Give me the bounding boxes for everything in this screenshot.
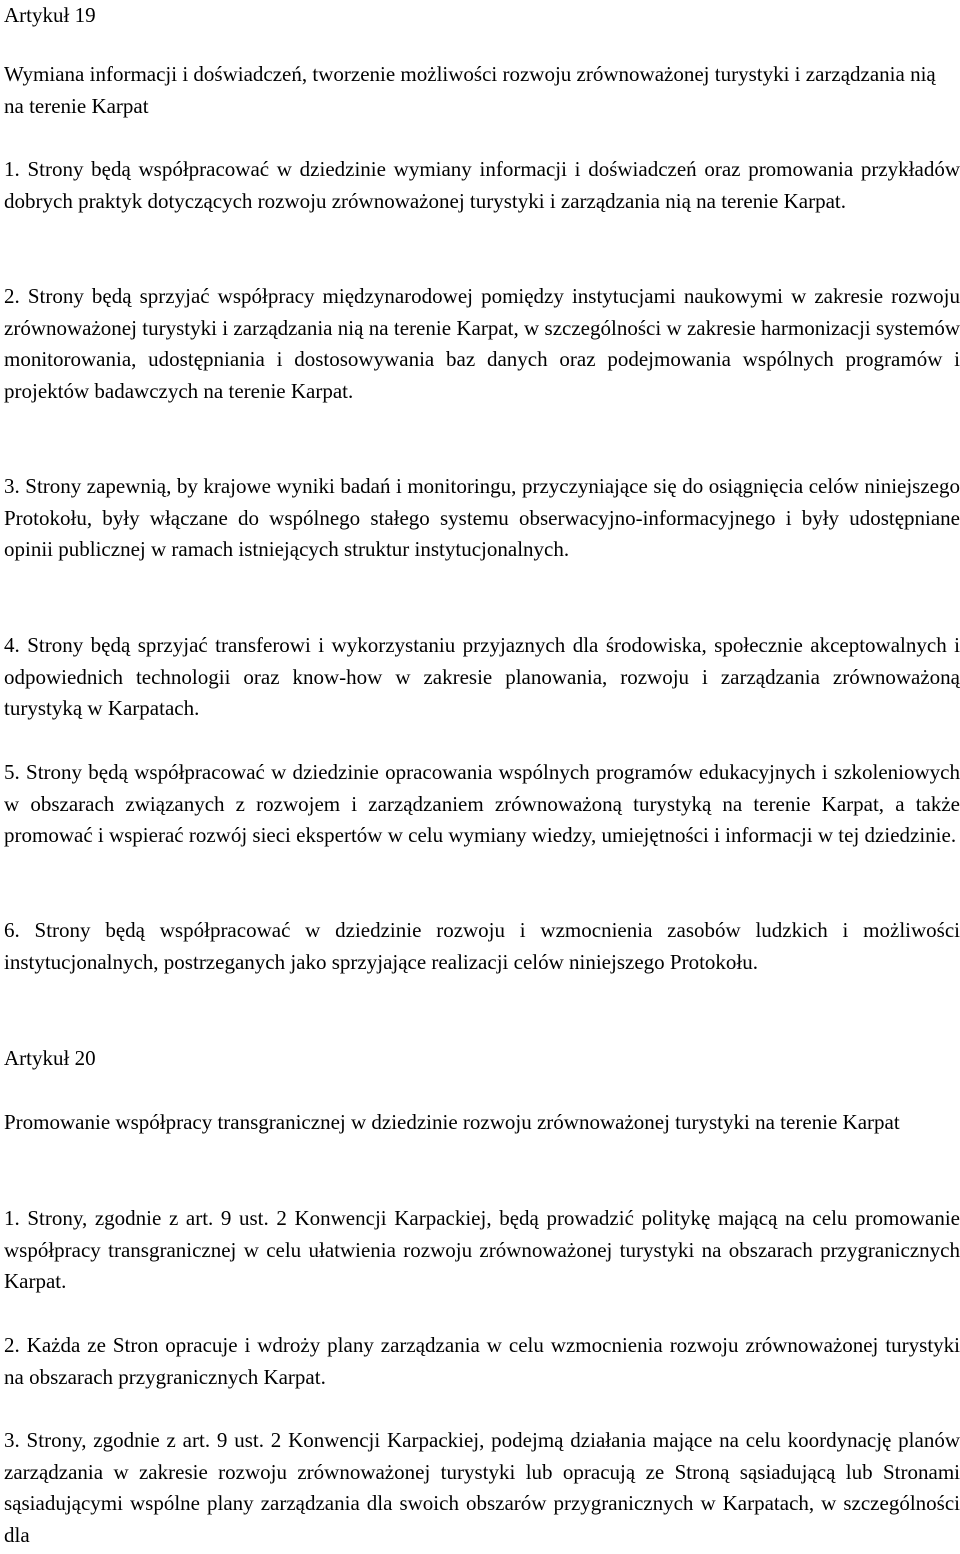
article-19-paragraph-3: 3. Strony zapewnią, by krajowe wyniki badań i monitoringu, przyczyniające się do osiągnięcia celów niniejszego Protokołu, były włączane do wspólnego stałego systemu obserwacyjno-informacyjnego i były udostępniane opinii publicznej w ramach istniejących struktur instytucjonalnych. [4,474,960,562]
article-19-heading: Artykuł 19 [4,3,96,27]
article-19-title: Wymiana informacji i doświadczeń, tworzenie możliwości rozwoju zrównoważonej turystyki i zarządzania nią na terenie Karpat [4,62,936,118]
article-19-paragraph-4: 4. Strony będą sprzyjać transferowi i wykorzystaniu przyjaznych dla środowiska, społecznie akceptowalnych i odpowiednich technologii oraz know-how w zakresie planowania, rozwoju i zarządzania zrównoważoną turystyką w Karpatach. [4,633,960,721]
article-20-paragraph-1: 1. Strony, zgodnie z art. 9 ust. 2 Konwencji Karpackiej, będą prowadzić politykę mającą na celu promowanie współpracy transgranicznej w celu ułatwienia rozwoju zrównoważonej turystyki na obszarach przygranicznych Karpat. [4,1206,960,1294]
article-19-paragraph-6: 6. Strony będą współpracować w dziedzinie rozwoju i wzmocnienia zasobów ludzkich i możliwości instytucjonalnych, postrzeganych jako sprzyjające realizacji celów niniejszego Protokołu. [4,918,960,974]
article-20-heading: Artykuł 20 [4,1046,96,1070]
article-20-title: Promowanie współpracy transgranicznej w dziedzinie rozwoju zrównoważonej turystyki na terenie Karpat [4,1110,900,1134]
article-19-paragraph-1: 1. Strony będą współpracować w dziedzinie wymiany informacji i doświadczeń oraz promowania przykładów dobrych praktyk dotyczących rozwoju zrównoważonej turystyki i zarządzania nią na terenie Karpat. [4,157,960,213]
article-19-paragraph-5: 5. Strony będą współpracować w dziedzinie opracowania wspólnych programów edukacyjnych i szkoleniowych w obszarach związanych z rozwojem i zarządzaniem zrównoważoną turystyką na terenie Karpat, a także promować i wspierać rozwój sieci ekspertów w celu wymiany wiedzy, umiejętności i informacji w tej dziedzinie. [4,760,960,848]
article-20-paragraph-2: 2. Każda ze Stron opracuje i wdroży plany zarządzania w celu wzmocnienia rozwoju zrównoważonej turystyki na obszarach przygranicznych Karpat. [4,1333,960,1389]
article-20-paragraph-3: 3. Strony, zgodnie z art. 9 ust. 2 Konwencji Karpackiej, podejmą działania mające na celu koordynację planów zarządzania w zakresie rozwoju zrównoważonej turystyki lub opracują ze Stroną sąsiadującą lub Stronami sąsiadującymi wspólne plany zarządzania dla swoich obszarów przygranicznych w Karpatach, w szczególności dla [4,1428,960,1547]
article-19-paragraph-2: 2. Strony będą sprzyjać współpracy międzynarodowej pomiędzy instytucjami naukowymi w zakresie rozwoju zrównoważonej turystyki i zarządzania nią na terenie Karpat, w szczególności w zakresie harmonizacji systemów monitorowania, udostępniania i dostosowywania baz danych oraz podejmowania wspólnych programów i projektów badawczych na terenie Karpat. [4,284,960,403]
